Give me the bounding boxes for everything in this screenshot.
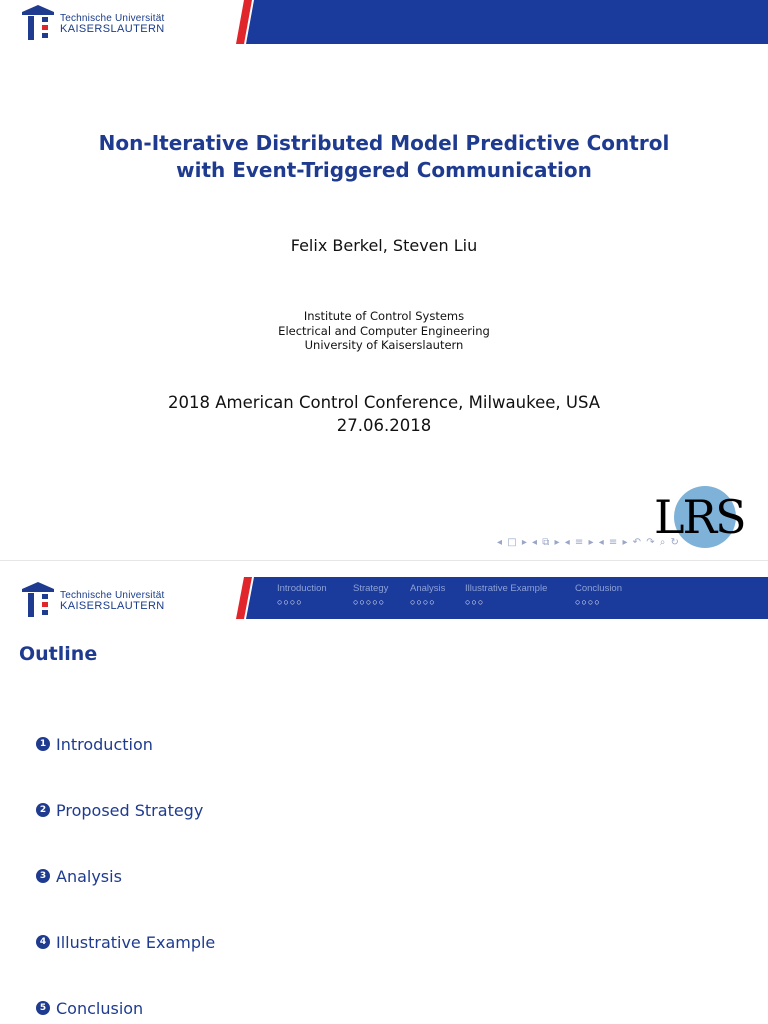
- outline-item-analysis[interactable]: [36, 864, 122, 888]
- outline-item-conclusion[interactable]: [36, 996, 143, 1020]
- outline-item-proposed-strategy[interactable]: [36, 798, 203, 822]
- outline-item-label: Proposed Strategy: [56, 800, 204, 820]
- logo-text-line2: KAISERSLAUTERN: [60, 23, 165, 35]
- outline-item-illustrative-example[interactable]: [36, 930, 215, 954]
- presentation-title: [0, 130, 768, 184]
- logo-text-line2: KAISERSLAUTERN: [60, 600, 165, 612]
- title-line-2: with Event-Triggered Communication: [176, 158, 592, 182]
- header-nav-bar: [236, 577, 768, 619]
- lrs-logo-text: LRS: [654, 490, 745, 544]
- item-number-badge: 3: [36, 869, 50, 883]
- institute-line-1: Institute of Control Systems: [303, 309, 465, 323]
- nav-section-illustrative-example[interactable]: Illustrative Example ○○○: [465, 583, 548, 607]
- slide-header: [0, 0, 768, 44]
- beamer-navigation-symbols[interactable]: ◂ □ ▸ ◂ ⧉ ▸ ◂ ≡ ▸ ◂ ≡ ▸ ↶ ↷ ⌕ ↻: [497, 537, 680, 548]
- conference-name: 2018 American Control Conference, Milwaukee, USA: [167, 393, 601, 412]
- logo-text-line1: Technische Universität: [60, 13, 165, 24]
- logo-text-line1: Technische Universität: [60, 590, 165, 601]
- institute-line-3: University of Kaiserslautern: [304, 338, 464, 352]
- item-number-badge: 2: [36, 803, 50, 817]
- tu-kaiserslautern-logo: [20, 581, 200, 617]
- outline-item-label: Introduction: [56, 734, 153, 754]
- header-bar: [236, 0, 768, 42]
- title-line-1: Non-Iterative Distributed Model Predictive Control: [98, 131, 670, 155]
- tu-logo-icon: [20, 581, 56, 617]
- outline-item-label: Analysis: [56, 866, 122, 886]
- slide-header: [0, 577, 768, 619]
- nav-section-introduction[interactable]: Introduction ○○○○: [277, 583, 327, 607]
- outline-item-label: Illustrative Example: [56, 932, 216, 952]
- institute-line-2: Electrical and Computer Engineering: [278, 323, 490, 338]
- outline-title: Outline: [19, 643, 98, 665]
- item-number-badge: 4: [36, 935, 50, 949]
- authors: Felix Berkel, Steven Liu: [290, 236, 478, 255]
- institute: [0, 309, 768, 353]
- nav-section-strategy[interactable]: Strategy ○○○○○: [353, 583, 389, 607]
- tu-logo-icon: [20, 4, 56, 40]
- nav-section-conclusion[interactable]: Conclusion ○○○○: [575, 583, 622, 607]
- item-number-badge: 5: [36, 1001, 50, 1015]
- item-number-badge: 1: [36, 737, 50, 751]
- conference-info: [0, 391, 768, 437]
- outline-item-introduction[interactable]: [36, 732, 153, 756]
- tu-kaiserslautern-logo: [20, 4, 200, 40]
- outline-item-label: Conclusion: [56, 998, 144, 1018]
- nav-section-analysis[interactable]: Analysis ○○○○: [410, 583, 446, 607]
- outline-slide: [0, 560, 768, 1024]
- conference-date: 27.06.2018: [336, 416, 432, 435]
